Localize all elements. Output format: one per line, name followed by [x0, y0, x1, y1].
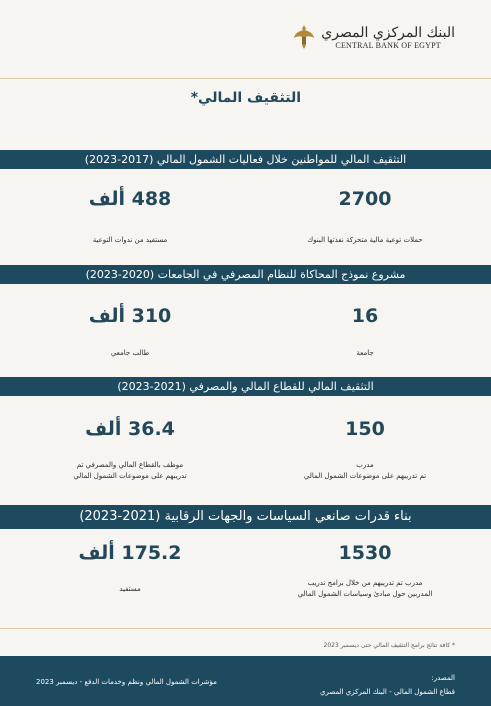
stat-value: 2700	[338, 188, 392, 210]
stat-description-line: مدرب تم تدريبهم من خلال برامج تدريب	[307, 579, 423, 587]
stat-value: 150	[345, 418, 385, 440]
stat-description: مستفيد	[119, 585, 141, 593]
stat-description-line: موظف بالقطاع المالي والمصرفي تم	[76, 461, 184, 469]
stat-value: 36.4 ألف	[85, 418, 175, 440]
stat-description-line: تدريبهم على موضوعات الشمول المالي	[73, 472, 187, 480]
stat-description: مستفيد من ندوات التوعية	[92, 236, 168, 244]
source-text: قطاع الشمول المالي - البنك المركزي المصري	[320, 688, 455, 696]
stat-description	[270, 578, 460, 600]
section-header-3: التثقيف المالي للقطاع المالي والمصرفي (2021-2023)	[0, 377, 491, 396]
source-label: المصدر:	[431, 674, 455, 682]
stat-value: 175.2 ألف	[78, 542, 182, 564]
stat-description-line: مدرب	[356, 461, 374, 469]
section-header-4: بناء قدرات صانعي السياسات والجهات الرقابية (2021-2023)	[0, 505, 491, 529]
section-header-1: التثقيف المالي للمواطنين خلال فعاليات الشمول المالي (2017-2023)	[0, 150, 491, 169]
footer	[0, 656, 491, 706]
logo-english: CENTRAL BANK OF EGYPT	[335, 40, 441, 50]
stat-value: 488 ألف	[88, 188, 172, 210]
publication-title: مؤشرات الشمول المالي ونظم وخدمات الدفع - ديسمبر 2023	[36, 678, 217, 686]
stat-value: 1530	[338, 542, 392, 564]
stat-value: 310 ألف	[88, 305, 172, 327]
bottom-divider	[0, 628, 491, 629]
stat-description: طالب جامعي	[110, 349, 150, 357]
cbe-logo	[293, 24, 455, 50]
stat-description	[270, 460, 460, 482]
footnote: * كافة نتائج برامج التثقيف المالي حتى ديسمبر 2023	[323, 642, 455, 649]
stat-description	[35, 460, 225, 482]
logo-arabic: البنك المركزي المصري	[321, 24, 455, 41]
page-title: التثقيف المالي*	[190, 90, 301, 106]
stat-description-line: المدربين حول مبادئ وسياسات الشمول المالي	[297, 590, 433, 598]
stat-value: 16	[351, 305, 379, 327]
stat-description: حملات توعية مالية متحركة نفذتها البنوك	[307, 236, 423, 244]
eagle-emblem-icon	[293, 24, 315, 50]
stat-description-line: تم تدريبهم على موضوعات الشمول المالي	[303, 472, 427, 480]
section-header-2: مشروع نموذج المحاكاة للنظام المصرفي في الجامعات (2020-2023)	[0, 265, 491, 284]
logo-text	[321, 25, 455, 50]
header-divider	[0, 78, 491, 79]
stat-description: جامعة	[356, 349, 374, 357]
